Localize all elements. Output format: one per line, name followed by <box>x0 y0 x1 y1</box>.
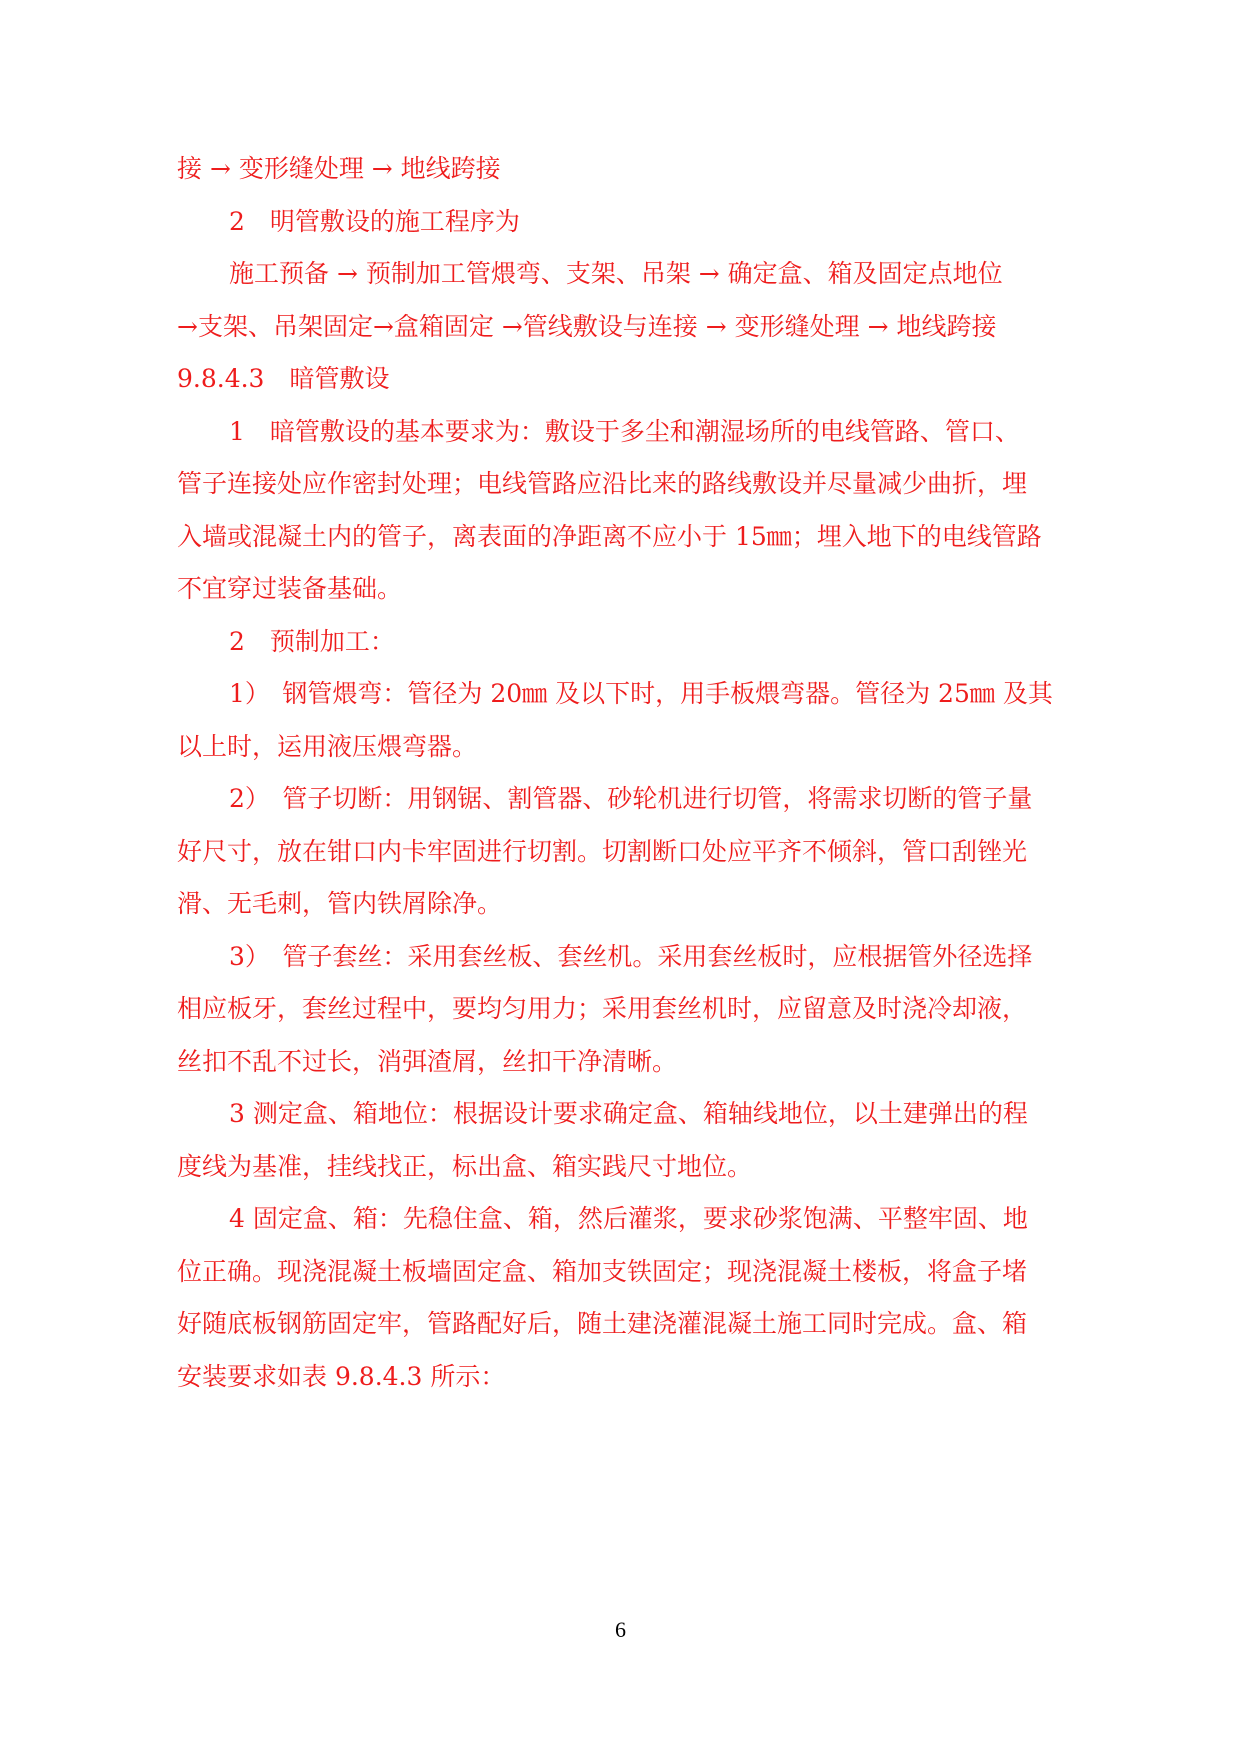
text-line-16: 3） 管子套丝：采用套丝板、套丝机。采用套丝板时，应根据管外径选择 <box>229 941 1033 971</box>
document-body <box>177 143 1091 1403</box>
text-line-7: 管子连接处应作密封处理；电线管路应沿比来的路线敷设并尽量减少曲折，埋 <box>177 469 1028 498</box>
text-line-23: 好随底板钢筋固定牢，管路配好后，随土建浇灌混凝土施工同时完成。盒、箱 <box>177 1309 1028 1338</box>
text-line-1: 接 → 变形缝处理 → 地线跨接 <box>177 154 501 183</box>
text-line-11: 1） 钢管煨弯：管径为 20㎜ 及以下时，用手板煨弯器。管径为 25㎜ 及其 <box>229 679 1053 708</box>
text-line-3: 施工预备 → 预制加工管煨弯、支架、吊架 → 确定盒、箱及固定点地位 <box>229 259 1003 288</box>
text-line-10: 2 预制加工： <box>229 626 395 656</box>
text-line-8: 入墙或混凝土内的管子，离表面的净距离不应小于 15㎜；埋入地下的电线管路 <box>177 521 1042 551</box>
text-line-22: 位正确。现浇混凝土板墙固定盒、箱加支铁固定；现浇混凝土楼板，将盒子堵 <box>177 1256 1028 1286</box>
text-line-15: 滑、无毛刺，管内铁屑除净。 <box>177 889 503 918</box>
page-number: 6 <box>615 1617 626 1642</box>
text-line-6: 1 暗管敷设的基本要求为：敷设于多尘和潮湿场所的电线管路、管口、 <box>229 416 1020 446</box>
text-line-17: 相应板牙，套丝过程中，要均匀用力；采用套丝机时，应留意及时浇冷却液， <box>177 994 1028 1023</box>
text-line-9: 不宜穿过装备基础。 <box>177 574 403 603</box>
text-line-21: 4 固定盒、箱：先稳住盒、箱，然后灌浆，要求砂浆饱满、平整牢固、地 <box>229 1204 1028 1233</box>
text-line-18: 丝扣不乱不过长，消弭渣屑，丝扣干净清晰。 <box>177 1046 678 1076</box>
text-line-12: 以上时，运用液压煨弯器。 <box>177 731 478 761</box>
text-line-24: 安装要求如表 9.8.4.3 所示： <box>177 1361 506 1391</box>
section-heading: 9.8.4.3 暗管敷设 <box>177 364 390 393</box>
text-line-4: →支架、吊架固定→盒箱固定 →管线敷设与连接 → 变形缝处理 → 地线跨接 <box>177 311 997 341</box>
text-line-20: 度线为基准，挂线找正，标出盒、箱实践尺寸地位。 <box>177 1151 753 1181</box>
text-line-19: 3 测定盒、箱地位：根据设计要求确定盒、箱轴线地位，以土建弹出的程 <box>229 1099 1028 1128</box>
text-line-2: 2 明管敷设的施工程序为 <box>229 206 520 236</box>
text-line-13: 2） 管子切断：用钢锯、割管器、砂轮机进行切管，将需求切断的管子量 <box>229 784 1033 813</box>
text-line-14: 好尺寸，放在钳口内卡牢固进行切割。切割断口处应平齐不倾斜，管口刮锉光 <box>177 836 1028 866</box>
